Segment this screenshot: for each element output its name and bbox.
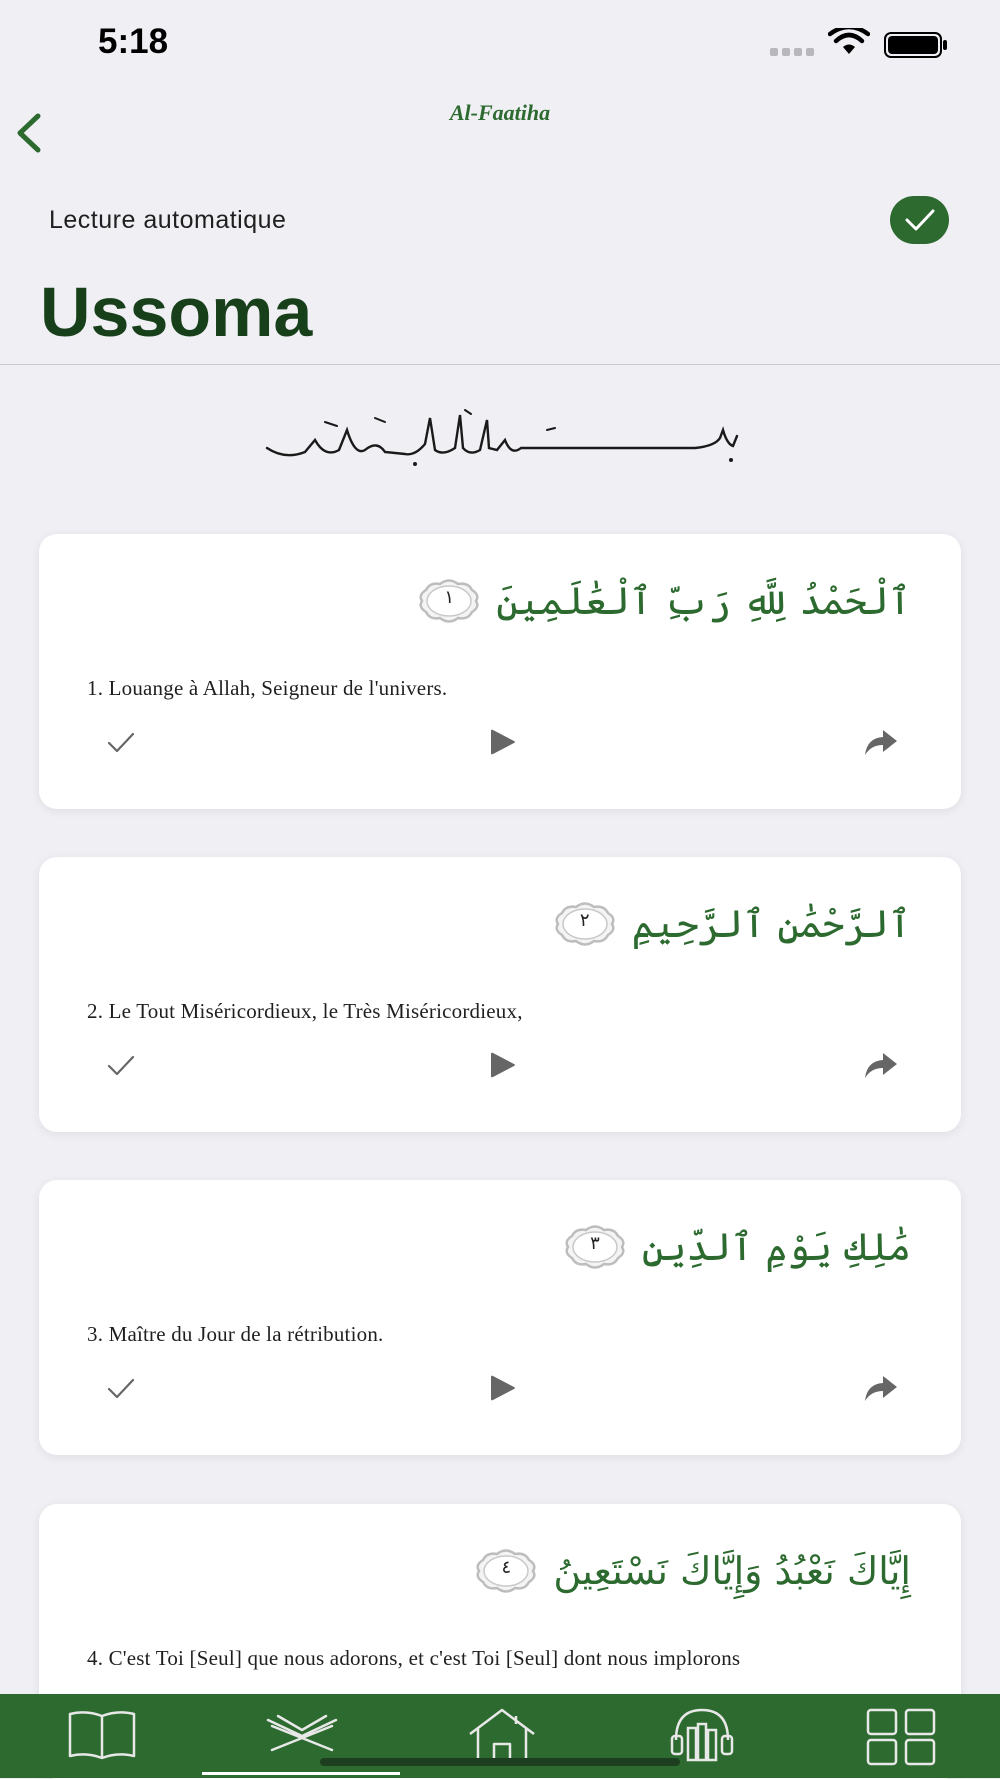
- arabic-line: [562, 1222, 911, 1272]
- ayah-number: ٤: [501, 1557, 512, 1578]
- home-indicator: [320, 1758, 680, 1766]
- arabic-verse: ٱلْحَمْدُ لِلَّهِ رَبِّ ٱلْعَٰلَمِينَ: [496, 579, 911, 623]
- ayah-number-marker: [552, 899, 618, 949]
- cellular-signal-icon: [770, 48, 814, 56]
- active-tab-indicator: [202, 1772, 400, 1775]
- tab-reading[interactable]: [0, 1694, 200, 1778]
- ayah-number-marker: [416, 576, 482, 626]
- share-button[interactable]: [861, 1045, 901, 1085]
- check-icon: [101, 722, 141, 762]
- play-icon: [481, 1045, 521, 1085]
- mark-read-button[interactable]: [101, 1368, 141, 1408]
- arabic-verse: إِيَّاكَ نَعْبُدُ وَإِيَّاكَ نَسْتَعِينُ: [553, 1549, 911, 1593]
- quran-stand-icon: [264, 1706, 340, 1762]
- check-icon: [101, 1368, 141, 1408]
- play-button[interactable]: [481, 722, 521, 762]
- arabic-line: [552, 899, 911, 949]
- audio-books-icon: [664, 1706, 740, 1762]
- basmala-calligraphy: [265, 400, 740, 480]
- mark-read-button[interactable]: [101, 722, 141, 762]
- ayah-number: ١: [444, 587, 455, 608]
- ayah-number-marker: [473, 1546, 539, 1596]
- status-bar: [0, 0, 1000, 90]
- arabic-verse: ٱلرَّحْمَٰنِ ٱلرَّحِيمِ: [631, 902, 911, 946]
- verse-card[interactable]: [39, 534, 961, 809]
- autoplay-row: [0, 190, 1000, 250]
- page-title: Ussoma: [40, 273, 313, 351]
- share-icon: [861, 722, 901, 762]
- verse-card[interactable]: [39, 857, 961, 1132]
- divider: [0, 364, 1000, 365]
- play-icon: [481, 722, 521, 762]
- share-icon: [861, 1368, 901, 1408]
- navigation-bar: [0, 90, 1000, 180]
- verse-translation: 2. Le Tout Miséricordieux, le Très Miséricordieux,: [87, 999, 523, 1023]
- wifi-icon: [828, 28, 870, 56]
- ayah-number: ٢: [579, 910, 590, 931]
- mark-read-button[interactable]: [101, 1045, 141, 1085]
- open-book-icon: [64, 1706, 140, 1762]
- share-button[interactable]: [861, 722, 901, 762]
- autoplay-toggle[interactable]: [890, 196, 949, 244]
- play-icon: [481, 1368, 521, 1408]
- verse-translation: 4. C'est Toi [Seul] que nous adorons, et c'est Toi [Seul] dont nous implorons: [87, 1646, 741, 1670]
- verse-translation: 3. Maître du Jour de la rétribution.: [87, 1322, 384, 1346]
- ayah-number: ٣: [590, 1233, 600, 1254]
- arabic-line: [416, 576, 911, 626]
- checkmark-icon: [904, 206, 936, 234]
- autoplay-label: Lecture automatique: [49, 206, 287, 234]
- battery-icon: [884, 32, 950, 58]
- verse-translation: 1. Louange à Allah, Seigneur de l'univers.: [87, 676, 448, 700]
- nav-title: Al-Faatiha: [449, 100, 551, 125]
- share-button[interactable]: [861, 1368, 901, 1408]
- arabic-verse: مَٰلِكِ يَوْمِ ٱلدِّينِ: [641, 1225, 911, 1269]
- ayah-number-marker: [562, 1222, 628, 1272]
- check-icon: [101, 1045, 141, 1085]
- tab-more[interactable]: [800, 1694, 1000, 1778]
- share-icon: [861, 1045, 901, 1085]
- status-time: 5:18: [98, 22, 169, 61]
- home-icon: [464, 1706, 540, 1762]
- tab-bar: [0, 1694, 1000, 1778]
- verse-card[interactable]: [39, 1180, 961, 1455]
- play-button[interactable]: [481, 1045, 521, 1085]
- play-button[interactable]: [481, 1368, 521, 1408]
- arabic-line: [473, 1546, 911, 1596]
- grid-icon: [864, 1706, 940, 1766]
